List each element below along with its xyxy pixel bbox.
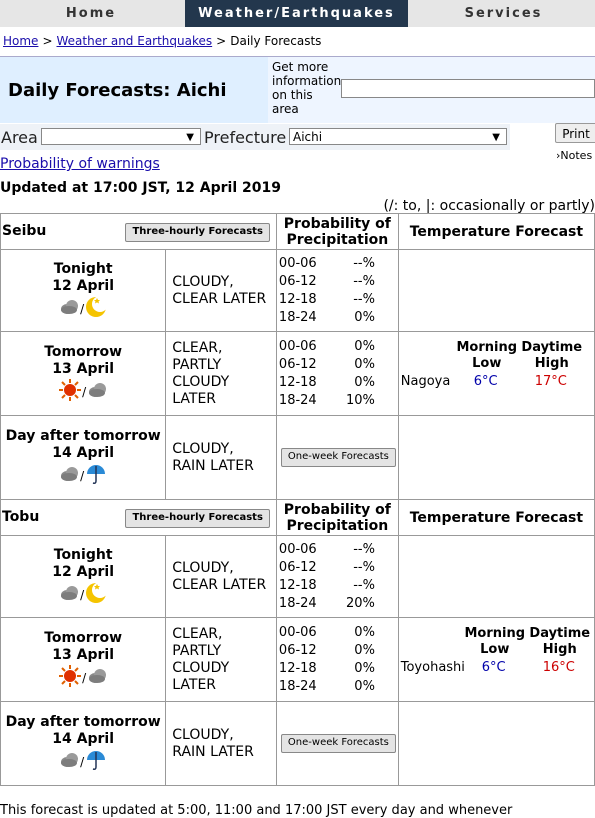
morning-low-header (463, 626, 527, 658)
day-label: Day after tomorrow (5, 714, 161, 730)
temp-empty-cell (398, 416, 594, 500)
pop-time: 12-18 (278, 577, 317, 593)
daytime-label: Daytime (521, 340, 583, 355)
notes-link[interactable] (556, 149, 592, 162)
pop-row (277, 678, 375, 696)
station-name: Nagoya (400, 374, 451, 389)
weather-icons (1, 667, 165, 689)
low-label: Low (472, 356, 502, 371)
pop-value: 0% (354, 309, 375, 325)
pop-row (277, 273, 375, 291)
area-name: Tobu (2, 509, 40, 525)
page-title-box (0, 56, 268, 123)
area-select[interactable] (41, 128, 201, 145)
pop-time: 06-12 (278, 642, 317, 658)
day-date: 14 April (52, 445, 114, 461)
temp-header: Temperature Forecast (398, 500, 594, 536)
pop-row (277, 392, 375, 410)
weather-text-line: LATER (172, 676, 217, 693)
sun-icon (59, 665, 81, 692)
one-week-forecasts-button[interactable]: One-week Forecasts (281, 448, 396, 467)
weather-text (166, 536, 277, 618)
weather-text-line: CLEAR, (172, 339, 223, 356)
morning-label: Morning (464, 626, 526, 641)
day-cell (1, 536, 166, 618)
slash-separator: / (82, 384, 87, 399)
day-date: 12 April (52, 278, 114, 294)
weather-text-line: CLEAR LATER (172, 290, 267, 307)
cloud-icon (59, 584, 79, 607)
tab-weather-earthquakes[interactable]: Weather/Earthquakes (185, 0, 408, 27)
print-button[interactable]: Print (555, 123, 595, 143)
slash-separator: / (80, 468, 85, 483)
pop-value: 0% (354, 624, 375, 640)
chevron-right-icon: › (556, 149, 561, 162)
temp-empty-cell (398, 702, 594, 786)
pop-row (277, 624, 375, 642)
pop-value: 0% (354, 660, 375, 676)
daytime-high-header (517, 340, 587, 372)
get-more-info-select[interactable] (341, 79, 595, 98)
weather-text-line: CLOUDY (172, 373, 230, 390)
pop-header-line1: Probability of (283, 501, 391, 518)
chevron-down-icon: ▼ (186, 132, 194, 143)
weather-icons (1, 584, 165, 606)
weather-text (166, 250, 277, 332)
pop-cell (276, 332, 398, 416)
station-name: Toyohashi (400, 660, 465, 675)
day-cell (1, 332, 166, 416)
pop-value: 10% (346, 392, 375, 408)
pop-row (277, 559, 375, 577)
temp-empty-cell (398, 536, 594, 618)
pop-row (277, 338, 375, 356)
daytime-high-header (525, 626, 595, 658)
pop-time: 00-06 (278, 624, 317, 640)
day-date: 12 April (52, 564, 114, 580)
page-title: Daily Forecasts: Aichi (8, 80, 227, 101)
forecast-row (1, 702, 595, 786)
pop-value: 0% (354, 338, 375, 354)
temp-header: Temperature Forecast (398, 214, 594, 250)
weather-text-line: PARTLY (172, 356, 222, 373)
prefecture-select-value: Aichi (293, 130, 323, 144)
one-week-forecasts-button[interactable]: One-week Forecasts (281, 734, 396, 753)
pop-time: 18-24 (278, 595, 317, 611)
pop-time: 06-12 (278, 559, 317, 575)
weather-text-line: CLOUDY, (172, 726, 234, 743)
high-temp: 16°C (542, 660, 575, 675)
cloud-icon (59, 751, 79, 774)
top-nav (0, 0, 595, 27)
slash-separator: / (80, 754, 85, 769)
breadcrumb-home-link[interactable]: Home (3, 34, 39, 48)
umbrella-icon (85, 463, 107, 490)
pop-cell (276, 250, 398, 332)
chevron-down-icon: ▼ (492, 132, 500, 143)
slash-separator: / (82, 670, 87, 685)
forecast-table-seibu (0, 213, 595, 500)
pop-cell (276, 618, 398, 702)
cloud-icon (59, 465, 79, 488)
footer-note: This forecast is updated at 5:00, 11:00 and 17:00 JST every day and whenever (0, 803, 513, 818)
weather-text-line: RAIN LATER (172, 457, 254, 474)
pop-row (277, 577, 375, 595)
weather-text-line: CLOUDY, (172, 559, 234, 576)
pop-value: --% (353, 291, 375, 307)
tab-services[interactable]: Services (464, 6, 543, 21)
pop-time: 00-06 (278, 255, 317, 271)
pop-value: --% (353, 541, 375, 557)
forecast-row (1, 416, 595, 500)
slash-separator: / (80, 301, 85, 316)
notes-label: Notes (560, 149, 593, 162)
pop-value: 0% (354, 374, 375, 390)
pop-time: 12-18 (278, 291, 317, 307)
pop-value: 0% (354, 642, 375, 658)
pop-header-line2: Precipitation (286, 517, 389, 534)
day-date: 13 April (52, 647, 114, 663)
day-cell (1, 416, 166, 500)
weather-icons (1, 751, 165, 773)
pop-header-line1: Probability of (283, 215, 391, 232)
forecast-row (1, 332, 595, 416)
pop-row (277, 356, 375, 374)
weather-text (166, 332, 277, 416)
weather-text (166, 416, 277, 500)
pop-row (277, 642, 375, 660)
day-date: 14 April (52, 731, 114, 747)
pop-value: --% (353, 577, 375, 593)
low-label: Low (480, 642, 510, 657)
moon-icon (85, 296, 107, 323)
tab-home[interactable]: Home (65, 6, 117, 21)
pop-time: 06-12 (278, 356, 317, 372)
daytime-label: Daytime (529, 626, 591, 641)
cloud-icon (59, 298, 79, 321)
weather-icons (1, 381, 165, 403)
weather-text-line: CLEAR, (172, 625, 223, 642)
pop-row (277, 255, 375, 273)
cloud-icon (87, 381, 107, 404)
pop-row (277, 595, 375, 613)
prefecture-label: Prefecture (204, 128, 287, 147)
pop-header-line2: Precipitation (286, 231, 389, 248)
morning-label: Morning (456, 340, 518, 355)
temp-empty-cell (398, 250, 594, 332)
pop-value: --% (353, 273, 375, 289)
forecast-row (1, 536, 595, 618)
breadcrumb (3, 34, 321, 48)
high-label: High (534, 356, 569, 371)
forecast-row (1, 618, 595, 702)
filter-bar (0, 124, 510, 150)
pop-time: 00-06 (278, 541, 317, 557)
day-label: Tonight (53, 547, 113, 563)
pop-row (277, 541, 375, 559)
day-label: Tomorrow (44, 344, 123, 360)
high-temp: 17°C (534, 374, 567, 389)
cloud-icon (87, 667, 107, 690)
weather-text (166, 618, 277, 702)
pop-row (277, 309, 375, 327)
slash-separator: / (80, 587, 85, 602)
pop-time: 06-12 (278, 273, 317, 289)
sun-icon (59, 379, 81, 406)
three-hourly-forecasts-button[interactable]: Three-hourly Forecasts (125, 223, 269, 242)
weather-text-line: LATER (172, 390, 217, 407)
breadcrumb-separator: > (42, 34, 53, 48)
breadcrumb-weather-link[interactable]: Weather and Earthquakes (56, 34, 213, 48)
forecast-row (1, 250, 595, 332)
area-name: Seibu (2, 223, 47, 239)
pop-value: --% (353, 559, 375, 575)
prefecture-select[interactable] (289, 128, 507, 145)
pop-row (277, 660, 375, 678)
day-cell (1, 702, 166, 786)
weather-text-line: CLOUDY, (172, 273, 234, 290)
pop-row (277, 291, 375, 309)
weather-text-line: CLEAR LATER (172, 576, 267, 593)
symbol-legend: (/: to, |: occasionally or partly) (383, 198, 595, 214)
day-label: Day after tomorrow (5, 428, 161, 444)
area-header (1, 214, 277, 250)
pop-value: 0% (354, 356, 375, 372)
umbrella-icon (85, 749, 107, 776)
weather-text (166, 702, 277, 786)
one-week-cell (276, 702, 398, 786)
pop-row (277, 374, 375, 392)
day-cell (1, 618, 166, 702)
get-more-info-panel (268, 56, 595, 123)
low-temp: 6°C (473, 374, 498, 389)
breadcrumb-separator: > (216, 34, 227, 48)
weather-icons (1, 298, 165, 320)
probability-of-warnings-link[interactable]: Probability of warnings (0, 156, 160, 172)
high-label: High (542, 642, 577, 657)
area-label: Area (1, 128, 38, 147)
weather-text-line: RAIN LATER (172, 743, 254, 760)
day-date: 13 April (52, 361, 114, 377)
low-temp: 6°C (481, 660, 506, 675)
weather-text-line: PARTLY (172, 642, 222, 659)
weather-icons (1, 465, 165, 487)
day-label: Tomorrow (44, 630, 123, 646)
pop-header (276, 500, 398, 536)
pop-cell (276, 536, 398, 618)
pop-time: 18-24 (278, 392, 317, 408)
pop-time: 12-18 (278, 660, 317, 676)
weather-text-line: CLOUDY, (172, 440, 234, 457)
temp-cell (398, 332, 594, 416)
area-header (1, 500, 277, 536)
breadcrumb-current: Daily Forecasts (230, 34, 322, 48)
morning-low-header (455, 340, 519, 372)
forecast-table-tobu (0, 499, 595, 786)
pop-header (276, 214, 398, 250)
get-more-info-label: Get more information on this area (272, 60, 342, 116)
pop-value: 0% (354, 678, 375, 694)
pop-time: 12-18 (278, 374, 317, 390)
temp-cell (398, 618, 594, 702)
moon-icon (85, 582, 107, 609)
day-cell (1, 250, 166, 332)
pop-value: --% (353, 255, 375, 271)
updated-time: Updated at 17:00 JST, 12 April 2019 (0, 180, 281, 196)
day-label: Tonight (53, 261, 113, 277)
pop-time: 00-06 (278, 338, 317, 354)
weather-text-line: CLOUDY (172, 659, 230, 676)
pop-value: 20% (346, 595, 375, 611)
one-week-cell (276, 416, 398, 500)
three-hourly-forecasts-button[interactable]: Three-hourly Forecasts (125, 509, 269, 528)
pop-time: 18-24 (278, 309, 317, 325)
pop-time: 18-24 (278, 678, 317, 694)
